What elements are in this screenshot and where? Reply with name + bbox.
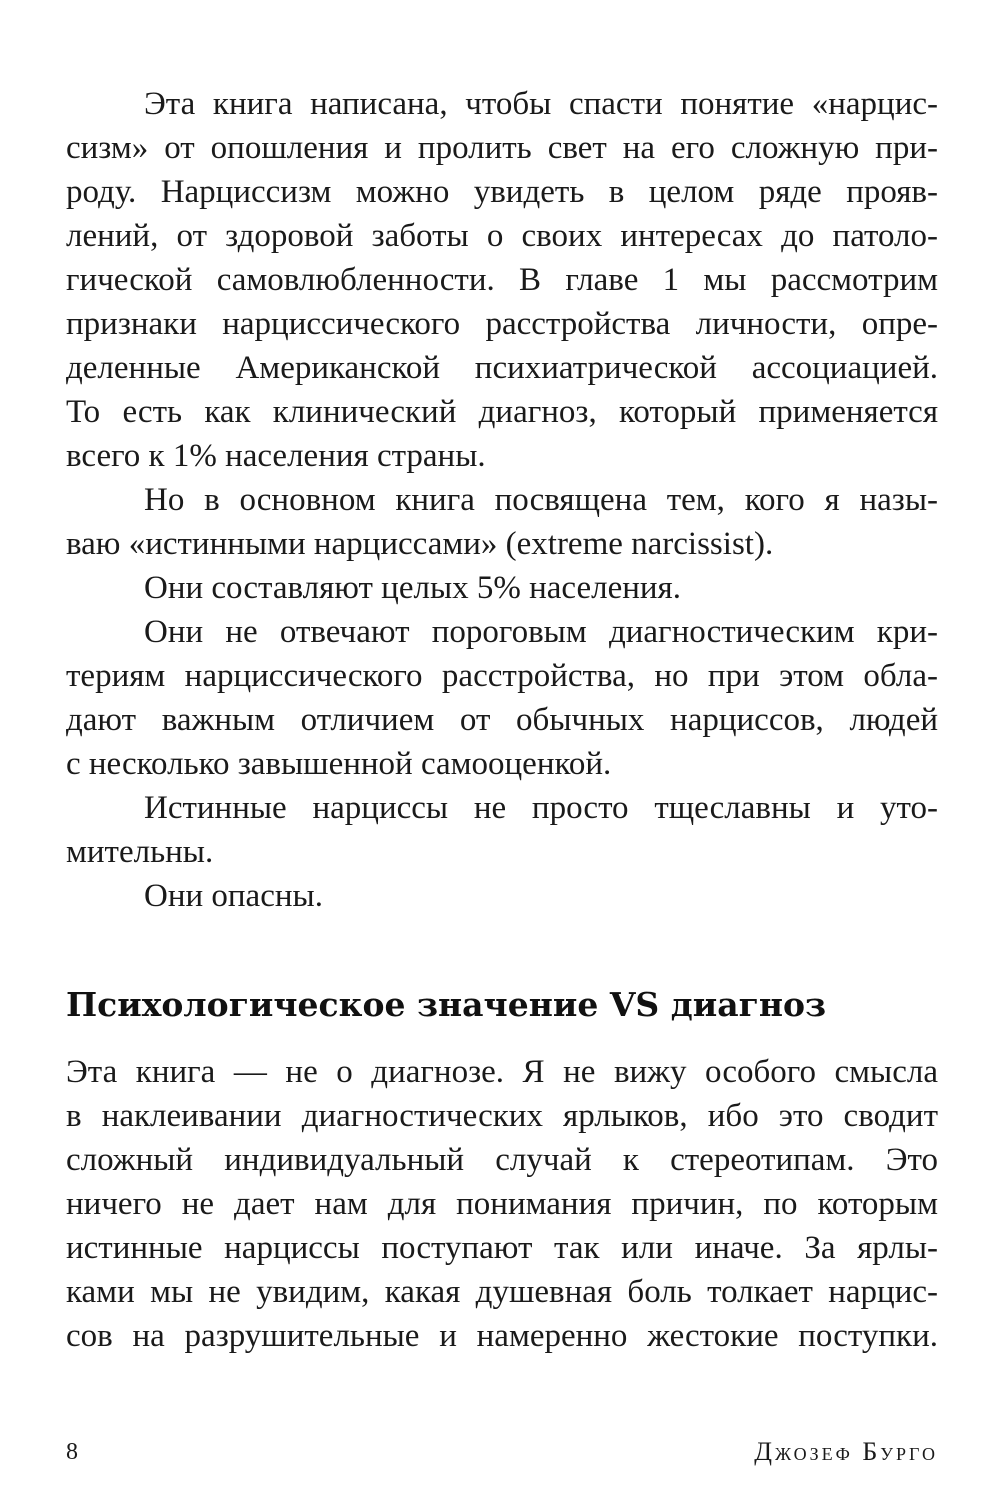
text-line: сложный индивидуальный случай к стереотипам. Это (66, 1142, 938, 1178)
text-line: лений, от здоровой заботы о своих интересах до патоло- (66, 218, 938, 254)
text-line: териям нарциссического расстройства, но при этом обла- (66, 658, 938, 694)
section-heading: Психологическое значение VS диагноз (66, 985, 827, 1024)
text-line: То есть как клинический диагноз, который применяется (66, 394, 938, 430)
text-line: гической самовлюбленности. В главе 1 мы рассмотрим (66, 262, 938, 298)
text-line: ками мы не увидим, какая душевная боль толкает нарцис- (66, 1274, 938, 1310)
main-text (66, 82, 938, 918)
text-line: признаки нарциссического расстройства личности, опре- (66, 306, 938, 342)
text-line: ничего не дает нам для понимания причин, по которым (66, 1186, 938, 1222)
text-line: с несколько завышенной самооценкой. (66, 746, 612, 782)
text-line: роду. Нарциссизм можно увидеть в целом ряде прояв- (66, 174, 938, 210)
text-line: деленные Американской психиатрической ассоциацией. (66, 350, 938, 386)
text-line: в наклеивании диагностических ярлыков, ибо это сводит (66, 1098, 938, 1134)
text-line: дают важным отличием от обычных нарциссов, людей (66, 702, 938, 738)
text-line: Эта книга — не о диагнозе. Я не вижу особого смысла (66, 1054, 938, 1090)
running-head: Джозеф Бурго (754, 1437, 938, 1466)
section-text (66, 1050, 938, 1358)
text-line: Но в основном книга посвящена тем, кого я назы- (144, 482, 938, 518)
text-line: сов на разрушительные и намеренно жестокие поступки. (66, 1318, 938, 1354)
text-line: Они опасны. (144, 878, 323, 914)
text-line: ваю «истинными нарциссами» (extreme narcissist). (66, 526, 774, 562)
text-line: истинные нарциссы поступают так или иначе. За ярлы- (66, 1230, 938, 1266)
text-line: сизм» от опошления и пролить свет на его сложную при- (66, 130, 938, 166)
text-line: Они не отвечают пороговым диагностическим кри- (144, 614, 938, 650)
text-line: мительны. (66, 834, 214, 870)
text-line: Они составляют целых 5% населения. (144, 570, 681, 606)
text-line: Истинные нарциссы не просто тщеславны и уто- (144, 790, 938, 826)
text-line: Эта книга написана, чтобы спасти понятие «нарцис- (144, 86, 938, 122)
page-number: 8 (66, 1439, 78, 1465)
text-line: всего к 1% населения страны. (66, 438, 486, 474)
page-footer (66, 1432, 938, 1472)
